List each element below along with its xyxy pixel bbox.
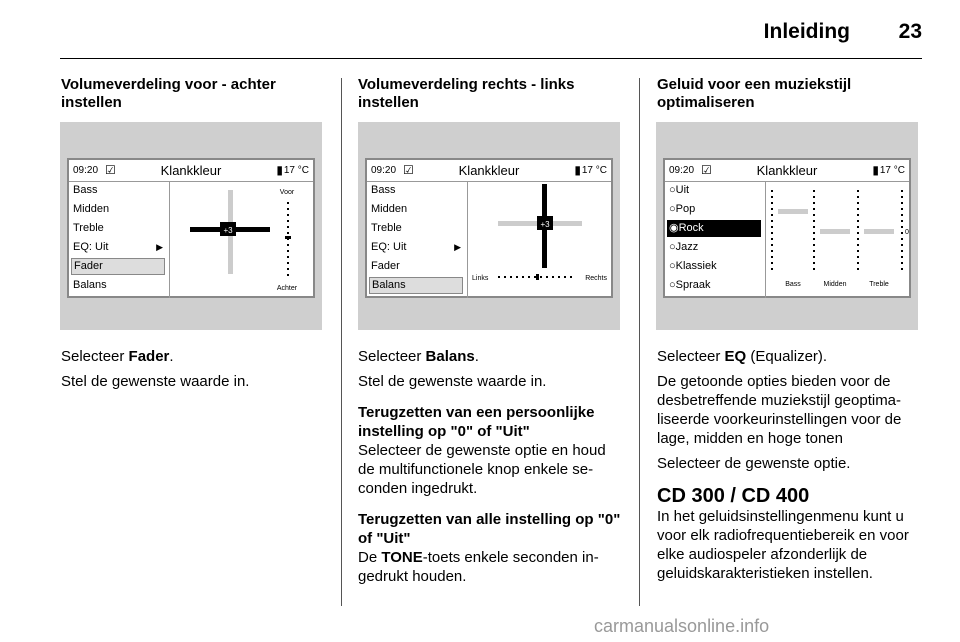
column-balance — [358, 76, 630, 112]
menu-item[interactable]: Balans — [73, 279, 107, 291]
instruction-select: Selecteer Balans. — [358, 348, 479, 365]
watermark: carmanualsonline.info — [594, 616, 770, 636]
screen-photo-eq — [656, 122, 918, 330]
paragraph-reset-all: De TONE-toets enkele seconden in-gedrukt houden. — [358, 549, 599, 585]
eq-option[interactable]: ○Klassiek — [669, 260, 717, 272]
bold-term: EQ — [724, 348, 747, 365]
chapter-title: Inleiding — [763, 20, 850, 43]
paragraph-cd: In het geluidsinstellingenmenu kunt u voor elk radiofrequentiebereik en voor elke audiospeler afzonderlijk de geluidskarakteristieken instellen. — [657, 508, 909, 582]
screen-title: Klankkleur — [756, 163, 818, 178]
menu-item[interactable]: Treble — [73, 222, 104, 234]
eq-label-bass: Bass — [785, 281, 801, 288]
column-balance-text — [358, 347, 626, 586]
thermometer-icon: ▮ — [276, 163, 283, 177]
instruction-set: Stel de gewenste waarde in. — [358, 373, 547, 390]
eq-preset-list — [665, 182, 766, 298]
menu-item[interactable]: Fader — [371, 260, 400, 272]
column-fader — [61, 76, 333, 112]
eq-graphic — [766, 182, 909, 298]
balance-graphic — [468, 182, 611, 298]
bold-term: Fader — [128, 348, 170, 365]
balance-scale-marker — [536, 274, 539, 280]
eq-bar-middle — [820, 229, 850, 234]
fader-graphic — [170, 182, 313, 298]
section-heading-cd: CD 300 / CD 400 — [657, 485, 810, 507]
radio-empty-icon: ○ — [669, 241, 676, 253]
page-number: 23 — [898, 20, 922, 43]
status-bar — [69, 160, 313, 182]
eq-option-selected[interactable]: ◉Rock — [667, 220, 761, 237]
menu-item[interactable]: Midden — [371, 203, 408, 215]
menu-item-label: EQ: Uit — [73, 241, 109, 253]
column-fader-text — [61, 347, 333, 391]
label-rear: Achter — [276, 285, 298, 292]
paragraph-reset-single: Selecteer de gewenste optie en houd de multifunctionele knop enkele se-conden ingedrukt. — [358, 442, 606, 497]
fader-scale-marker — [285, 236, 291, 239]
label-front: Voor — [279, 189, 295, 196]
instruction-select: Selecteer Fader. — [61, 348, 174, 365]
display-screen — [663, 158, 911, 298]
radio-empty-icon: ○ — [669, 279, 676, 291]
subheading-reset-all: Terugzetten van alle instelling op "0" of "Uit" — [358, 511, 621, 547]
check-icon: ☑ — [403, 163, 414, 177]
eq-bar-treble — [864, 229, 894, 234]
menu-item[interactable]: Bass — [73, 184, 98, 196]
column-eq — [657, 76, 929, 112]
arrow-right-icon: ▶ — [454, 242, 461, 252]
radio-empty-icon: ○ — [669, 203, 676, 215]
check-icon: ☑ — [105, 163, 116, 177]
fader-value: +3 — [223, 226, 233, 235]
menu-list — [367, 182, 468, 298]
menu-item[interactable]: Bass — [371, 184, 396, 196]
instruction-select: Selecteer EQ (Equalizer). — [657, 348, 828, 365]
section-heading: Volumeverdeling rechts - links instellen — [358, 76, 575, 111]
paragraph-eq-description: De getoonde opties bieden voor de desbetreffende muziekstijl geoptima-liseerde voorkeurinstellingen voor de lage, midden en hoge tonen — [657, 373, 902, 447]
radio-empty-icon: ○ — [669, 184, 676, 196]
eq-option[interactable]: ○Uit — [669, 184, 690, 196]
label-right: Rechts — [585, 275, 607, 282]
thermometer-icon: ▮ — [872, 163, 879, 177]
screen-photo-balance — [358, 122, 620, 330]
arrow-right-icon: ▶ — [156, 242, 163, 252]
display-screen — [365, 158, 613, 298]
screen-title: Klankkleur — [160, 163, 222, 178]
column-divider-2 — [639, 78, 640, 606]
section-heading: Geluid voor een muziekstijl optimaliseren — [657, 76, 852, 111]
clock: 09:20 — [73, 165, 99, 176]
header-divider — [60, 58, 922, 59]
screen-title: Klankkleur — [458, 163, 520, 178]
subheading-reset-single: Terugzetten van een persoonlijke instelling op "0" of "Uit" — [358, 404, 595, 440]
status-bar — [665, 160, 909, 182]
menu-item-selected[interactable]: Fader — [71, 258, 165, 275]
temperature: 17 °C — [581, 165, 607, 176]
clock: 09:20 — [669, 165, 695, 176]
status-bar — [367, 160, 611, 182]
menu-list — [69, 182, 170, 298]
temperature: 17 °C — [283, 165, 309, 176]
menu-item-label: EQ: Uit — [371, 241, 407, 253]
radio-empty-icon: ○ — [669, 260, 676, 272]
menu-item-selected[interactable]: Balans — [369, 277, 463, 294]
thermometer-icon: ▮ — [574, 163, 581, 177]
column-eq-text — [657, 347, 927, 583]
clock: 09:20 — [371, 165, 397, 176]
menu-item[interactable]: Treble — [371, 222, 402, 234]
label-left: Links — [472, 275, 489, 282]
screen-photo-fader — [60, 122, 322, 330]
display-screen — [67, 158, 315, 298]
eq-label-treble: Treble — [869, 281, 889, 288]
menu-item-eq[interactable] — [71, 239, 165, 256]
bold-term: Balans — [425, 348, 475, 365]
radio-filled-icon: ◉ — [669, 222, 679, 234]
instruction-set: Stel de gewenste waarde in. — [61, 373, 250, 390]
check-icon: ☑ — [701, 163, 712, 177]
eq-option[interactable]: ○Jazz — [669, 241, 699, 253]
eq-option[interactable]: ○Spraak — [669, 279, 711, 291]
eq-bar-bass — [778, 209, 808, 214]
column-divider-1 — [341, 78, 342, 606]
menu-item-eq[interactable] — [369, 239, 463, 256]
eq-option[interactable]: ○Pop — [669, 203, 696, 215]
eq-label-middle: Midden — [823, 281, 847, 288]
balance-value: +3 — [540, 220, 550, 229]
bold-term: TONE — [381, 549, 423, 566]
section-heading: Volumeverdeling voor - achter instellen — [61, 76, 276, 111]
temperature: 17 °C — [879, 165, 905, 176]
instruction-select-option: Selecteer de gewenste optie. — [657, 455, 851, 472]
eq-zero-label: 0 — [905, 229, 909, 236]
menu-item[interactable]: Midden — [73, 203, 110, 215]
